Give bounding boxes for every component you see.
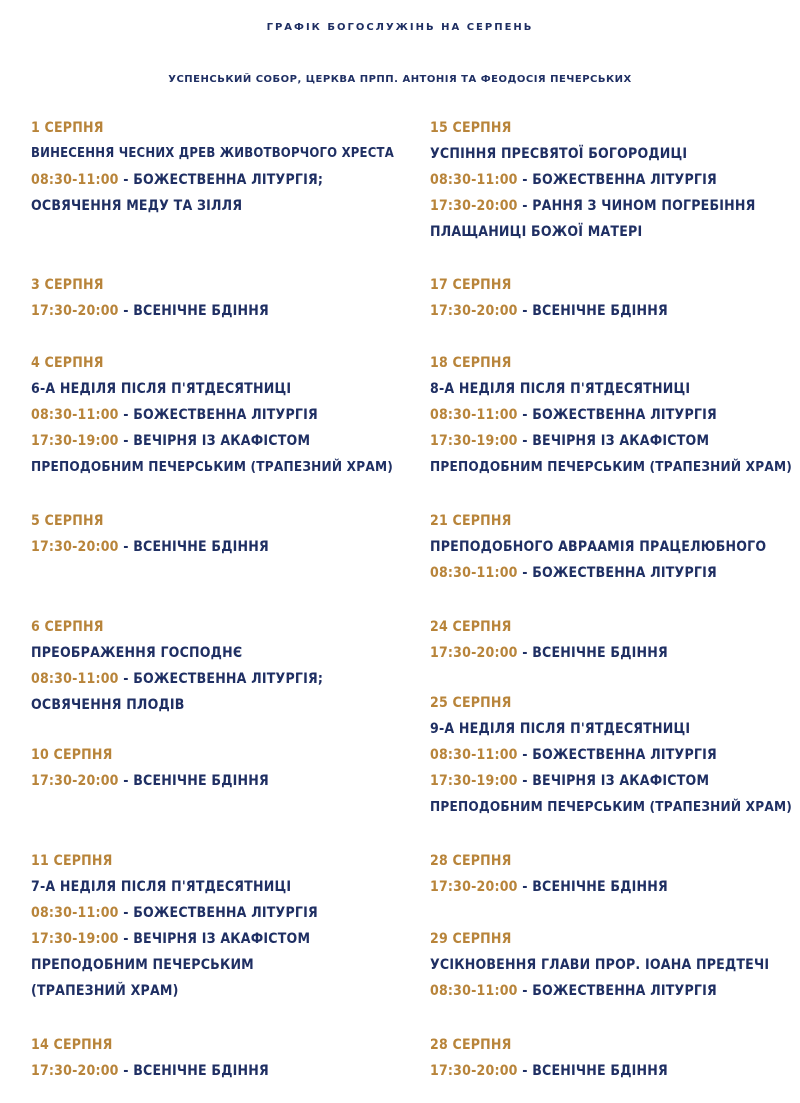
service-time: 17:30-19:00 bbox=[430, 773, 518, 789]
service-name: РАННЯ З ЧИНОМ ПОГРЕБІННЯ bbox=[532, 198, 756, 214]
service-time: 08:30-11:00 bbox=[31, 407, 119, 423]
service-line bbox=[430, 874, 795, 900]
service-name: БОЖЕСТВЕННА ЛІТУРГІЯ bbox=[532, 747, 717, 763]
service-line bbox=[31, 167, 401, 193]
entry-date: 10 СЕРПНЯ bbox=[31, 747, 113, 763]
time-separator: - bbox=[517, 433, 533, 449]
service-time: 17:30-20:00 bbox=[430, 645, 518, 661]
entry-date: 14 СЕРПНЯ bbox=[31, 1037, 113, 1053]
service-time: 08:30-11:00 bbox=[430, 407, 518, 423]
feast-name: ОСВЯЧЕННЯ ПЛОДІВ bbox=[31, 697, 185, 713]
service-line bbox=[430, 768, 795, 794]
service-name: БОЖЕСТВЕННА ЛІТУРГІЯ bbox=[532, 983, 717, 999]
feast-name: ПРЕОБРАЖЕННЯ ГОСПОДНЄ bbox=[31, 645, 243, 661]
service-line bbox=[430, 298, 795, 324]
feast-name: (ТРАПЕЗНИЙ ХРАМ) bbox=[31, 983, 179, 999]
service-name: БОЖЕСТВЕННА ЛІТУРГІЯ bbox=[133, 407, 318, 423]
service-line bbox=[31, 402, 401, 428]
service-name: ВЕЧІРНЯ ІЗ АКАФІСТОМ bbox=[133, 931, 311, 947]
service-time: 08:30-11:00 bbox=[430, 565, 518, 581]
service-time: 17:30-19:00 bbox=[31, 433, 119, 449]
service-line bbox=[430, 560, 795, 586]
service-time: 17:30-20:00 bbox=[430, 303, 518, 319]
time-separator: - bbox=[517, 565, 533, 581]
time-separator: - bbox=[118, 433, 134, 449]
entry-date: 28 СЕРПНЯ bbox=[430, 853, 512, 869]
schedule-entry bbox=[31, 272, 401, 324]
entry-date: 21 СЕРПНЯ bbox=[430, 513, 512, 529]
service-time: 17:30-20:00 bbox=[31, 773, 119, 789]
service-time: 08:30-11:00 bbox=[430, 983, 518, 999]
feast-name: ПРЕПОДОБНИМ ПЕЧЕРСЬКИМ (ТРАПЕЗНИЙ ХРАМ) bbox=[31, 459, 393, 475]
service-line bbox=[31, 298, 401, 324]
feast-name: УСІКНОВЕННЯ ГЛАВИ ПРОР. ІОАНА ПРЕДТЕЧІ bbox=[430, 957, 770, 973]
service-name: ВСЕНІЧНЕ БДІННЯ bbox=[532, 1063, 668, 1079]
service-name: БОЖЕСТВЕННА ЛІТУРГІЯ bbox=[532, 407, 717, 423]
service-time: 08:30-11:00 bbox=[430, 747, 518, 763]
feast-name: 6-А НЕДІЛЯ ПІСЛЯ П'ЯТДЕСЯТНИЦІ bbox=[31, 381, 292, 397]
schedule-entry bbox=[430, 350, 795, 480]
time-separator: - bbox=[118, 1063, 134, 1079]
service-name: ВЕЧІРНЯ ІЗ АКАФІСТОМ bbox=[532, 773, 710, 789]
service-name: ВСЕНІЧНЕ БДІННЯ bbox=[532, 303, 668, 319]
time-separator: - bbox=[118, 905, 134, 921]
schedule-entry bbox=[31, 614, 401, 718]
service-name: ВЕЧІРНЯ ІЗ АКАФІСТОМ bbox=[133, 433, 311, 449]
service-line bbox=[31, 666, 401, 692]
service-name: ВСЕНІЧНЕ БДІННЯ bbox=[532, 645, 668, 661]
time-separator: - bbox=[118, 931, 134, 947]
schedule-entry bbox=[31, 508, 401, 560]
time-separator: - bbox=[517, 879, 533, 895]
entry-date: 28 СЕРПНЯ bbox=[430, 1037, 512, 1053]
service-name: ВЕЧІРНЯ ІЗ АКАФІСТОМ bbox=[532, 433, 710, 449]
entry-date: 3 СЕРПНЯ bbox=[31, 277, 104, 293]
schedule-entry bbox=[31, 1032, 401, 1084]
schedule-entry bbox=[31, 115, 401, 219]
schedule-entry bbox=[430, 614, 795, 666]
service-line bbox=[430, 640, 795, 666]
service-name: БОЖЕСТВЕННА ЛІТУРГІЯ bbox=[532, 565, 717, 581]
service-line bbox=[430, 1058, 795, 1084]
page-subtitle: УСПЕНСЬКИЙ СОБОР, ЦЕРКВА ПРПП. АНТОНІЯ ТА ФЕОДОСІЯ ПЕЧЕРСЬКИХ bbox=[168, 74, 632, 85]
entry-date: 24 СЕРПНЯ bbox=[430, 619, 512, 635]
entry-date: 4 СЕРПНЯ bbox=[31, 355, 104, 371]
service-time: 17:30-20:00 bbox=[430, 198, 518, 214]
feast-name: ПРЕПОДОБНИМ ПЕЧЕРСЬКИМ (ТРАПЕЗНИЙ ХРАМ) bbox=[430, 799, 792, 815]
service-name: БОЖЕСТВЕННА ЛІТУРГІЯ bbox=[532, 172, 717, 188]
service-time: 08:30-11:00 bbox=[430, 172, 518, 188]
feast-name: ОСВЯЧЕННЯ МЕДУ ТА ЗІЛЛЯ bbox=[31, 198, 243, 214]
time-separator: - bbox=[517, 1063, 533, 1079]
service-name: ВСЕНІЧНЕ БДІННЯ bbox=[532, 879, 668, 895]
entry-date: 17 СЕРПНЯ bbox=[430, 277, 512, 293]
time-separator: - bbox=[517, 983, 533, 999]
entry-date: 5 СЕРПНЯ bbox=[31, 513, 104, 529]
entry-date: 1 СЕРПНЯ bbox=[31, 120, 104, 136]
time-separator: - bbox=[517, 198, 533, 214]
entry-date: 29 СЕРПНЯ bbox=[430, 931, 512, 947]
schedule-entry bbox=[430, 1032, 795, 1084]
time-separator: - bbox=[118, 539, 134, 555]
entry-date: 15 СЕРПНЯ bbox=[430, 120, 512, 136]
service-time: 17:30-20:00 bbox=[430, 879, 518, 895]
time-separator: - bbox=[517, 645, 533, 661]
service-time: 08:30-11:00 bbox=[31, 905, 119, 921]
entry-date: 6 СЕРПНЯ bbox=[31, 619, 104, 635]
feast-name: ПЛАЩАНИЦІ БОЖОЇ МАТЕРІ bbox=[430, 224, 643, 240]
service-time: 17:30-20:00 bbox=[430, 1063, 518, 1079]
service-line bbox=[430, 193, 795, 219]
time-separator: - bbox=[118, 172, 134, 188]
time-separator: - bbox=[118, 407, 134, 423]
service-line bbox=[31, 768, 401, 794]
time-separator: - bbox=[517, 303, 533, 319]
feast-name: УСПІННЯ ПРЕСВЯТОЇ БОГОРОДИЦІ bbox=[430, 146, 688, 162]
service-line bbox=[31, 428, 401, 454]
time-separator: - bbox=[517, 407, 533, 423]
service-time: 17:30-19:00 bbox=[31, 931, 119, 947]
schedule-entry bbox=[430, 508, 795, 586]
service-name: ВСЕНІЧНЕ БДІННЯ bbox=[133, 303, 269, 319]
feast-name: ПРЕПОДОБНОГО АВРААМІЯ ПРАЦЕЛЮБНОГО bbox=[430, 539, 767, 555]
schedule-entry bbox=[430, 690, 795, 820]
service-line bbox=[31, 926, 401, 952]
time-separator: - bbox=[517, 172, 533, 188]
schedule-entry bbox=[31, 742, 401, 794]
service-line bbox=[430, 742, 795, 768]
service-name: БОЖЕСТВЕННА ЛІТУРГІЯ; bbox=[133, 172, 324, 188]
service-name: ВСЕНІЧНЕ БДІННЯ bbox=[133, 773, 269, 789]
service-line bbox=[430, 402, 795, 428]
schedule-entry bbox=[31, 350, 401, 480]
service-name: ВСЕНІЧНЕ БДІННЯ bbox=[133, 539, 269, 555]
schedule-entry bbox=[430, 115, 795, 245]
feast-name: 8-А НЕДІЛЯ ПІСЛЯ П'ЯТДЕСЯТНИЦІ bbox=[430, 381, 691, 397]
service-line bbox=[430, 428, 795, 454]
service-line bbox=[31, 1058, 401, 1084]
feast-name: 9-А НЕДІЛЯ ПІСЛЯ П'ЯТДЕСЯТНИЦІ bbox=[430, 721, 691, 737]
time-separator: - bbox=[118, 303, 134, 319]
service-name: БОЖЕСТВЕННА ЛІТУРГІЯ bbox=[133, 905, 318, 921]
schedule-entry bbox=[430, 926, 795, 1004]
service-name: ВСЕНІЧНЕ БДІННЯ bbox=[133, 1063, 269, 1079]
entry-date: 18 СЕРПНЯ bbox=[430, 355, 512, 371]
feast-name: 7-А НЕДІЛЯ ПІСЛЯ П'ЯТДЕСЯТНИЦІ bbox=[31, 879, 292, 895]
time-separator: - bbox=[118, 773, 134, 789]
service-time: 08:30-11:00 bbox=[31, 671, 119, 687]
service-time: 17:30-20:00 bbox=[31, 303, 119, 319]
service-time: 17:30-20:00 bbox=[31, 539, 119, 555]
entry-date: 25 СЕРПНЯ bbox=[430, 695, 512, 711]
service-name: БОЖЕСТВЕННА ЛІТУРГІЯ; bbox=[133, 671, 324, 687]
schedule-entry bbox=[430, 272, 795, 324]
service-line bbox=[31, 900, 401, 926]
time-separator: - bbox=[118, 671, 134, 687]
service-time: 17:30-19:00 bbox=[430, 433, 518, 449]
service-line bbox=[430, 167, 795, 193]
service-line bbox=[31, 534, 401, 560]
feast-name: ВИНЕСЕННЯ ЧЕСНИХ ДРЕВ ЖИВОТВОРЧОГО ХРЕСТА bbox=[31, 146, 394, 161]
service-line bbox=[430, 978, 795, 1004]
service-time: 17:30-20:00 bbox=[31, 1063, 119, 1079]
page-title: ГРАФІК БОГОСЛУЖІНЬ НА СЕРПЕНЬ bbox=[266, 22, 534, 33]
service-time: 08:30-11:00 bbox=[31, 172, 119, 188]
feast-name: ПРЕПОДОБНИМ ПЕЧЕРСЬКИМ bbox=[31, 957, 254, 973]
schedule-entry bbox=[31, 848, 401, 1004]
schedule-entry bbox=[430, 848, 795, 900]
time-separator: - bbox=[517, 747, 533, 763]
entry-date: 11 СЕРПНЯ bbox=[31, 853, 113, 869]
feast-name: ПРЕПОДОБНИМ ПЕЧЕРСЬКИМ (ТРАПЕЗНИЙ ХРАМ) bbox=[430, 459, 792, 475]
time-separator: - bbox=[517, 773, 533, 789]
